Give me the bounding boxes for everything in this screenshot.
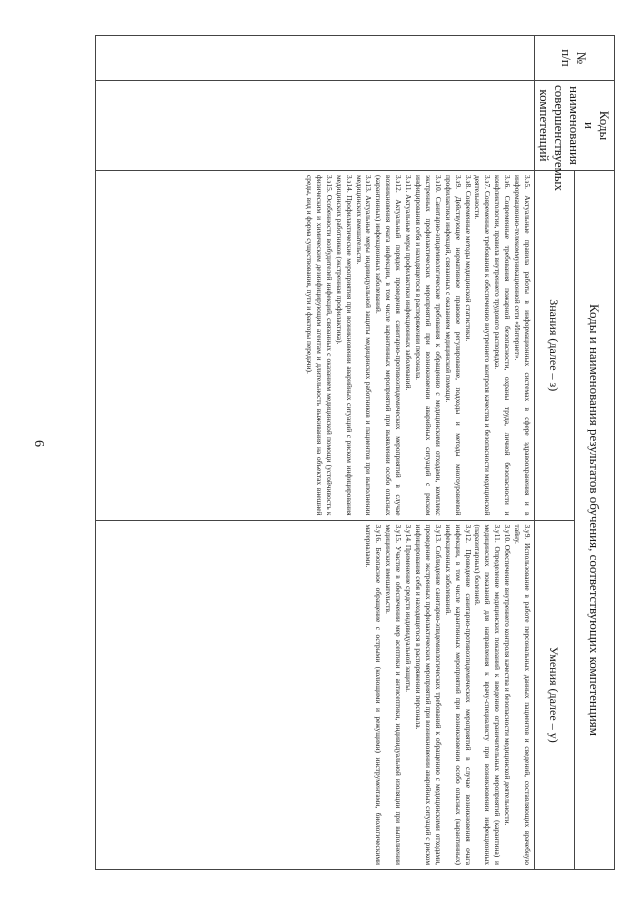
skill-item: 3.у13. Соблюдение санитарно-эпидемиологических требований к обращению с медицинскими отходами, проведение экстренных профилактических мероприятий при возникновении аварийных ситуаций с риском инфицирования себя и находящегося в распоряжении персонала. bbox=[414, 524, 443, 865]
knowledge-item: 3.з15. Особенности возбудителей инфекций, связанных с оказанием медицинской помощи (устойчивость к физическим и химическим дезинфицирующим агентам и длительность выживания на объектах внешней среды, вид и форма существования, пути и факторы передачи). bbox=[305, 175, 334, 516]
header-results: Коды и наименования результатов обучения, соответствующих компетенциям bbox=[575, 171, 615, 870]
skill-item: 3.у14. Применение средств индивидуальной защиты. bbox=[404, 524, 414, 692]
knowledge-item: 3.з10. Санитарно-эпидемиологические требования к обращению с медицинскими отходами, комплекс экстренных профилактических мероприятий при возникновении аварийных ситуаций с риском инфицирования себя и находящегося в распоряжении персонала. bbox=[414, 175, 443, 516]
table-header-row bbox=[575, 36, 615, 870]
header-knowledge: Знания (далее – з) bbox=[535, 171, 575, 521]
skill-item: 3.у11. Определение медицинских показаний к введению ограничительных мероприятий (карантина) и медицинских показаний для направления к врачу-специалисту при возникновении инфекционных (паразитарных) болезней. bbox=[473, 524, 503, 865]
cell-number bbox=[96, 36, 535, 81]
knowledge-item: 3.з12. Актуальный порядок проведения санитарно-противоэпидемических мероприятий в случае возникновения очага инфекции, в том числе карантинных мероприятий при выявлении особо опасных (карантинных) инфекционных заболеваний. bbox=[374, 175, 404, 516]
page-number: 6 bbox=[31, 440, 46, 447]
knowledge-item: 3.з6. Современные требования пожарной безопасности, охраны труда, личной безопасности и конфликтологии, правила внутреннего трудового распорядка. bbox=[493, 175, 513, 516]
table-body-row bbox=[96, 36, 535, 870]
knowledge-cell bbox=[96, 171, 535, 521]
skill-item: 3.у12. Проведение санитарно-противоэпидемических мероприятий в случае возникновения очага инфекции, в том числе карантинных мероприятий при возникновении особо опасных (карантинных) инфекционных заболеваний. bbox=[443, 524, 473, 865]
header-codes: Коды и наименования совершенствуемых компетенций bbox=[535, 81, 615, 171]
skill-item: 3.у9. Использование в работе персональных данных пациентов и сведений, составляющих врачебную тайну. bbox=[513, 524, 532, 865]
skills-cell bbox=[96, 520, 535, 870]
skill-item: 3.у16. Безопасное обращение с острыми (колющими и режущими) инструментами, биологическими материалами. bbox=[364, 524, 384, 865]
skill-item: 3.у10. Обеспечение внутреннего контроля качества и безопасности медицинской деятельности. bbox=[503, 524, 513, 826]
knowledge-item: 3.з8. Современные методы медицинской статистики. bbox=[463, 175, 473, 342]
knowledge-item: 3.з14. Профилактические мероприятия при возникновении аварийных ситуаций с риском инфицирования медицинских работников (экстренная профилактика). bbox=[334, 175, 354, 516]
skill-item: 3.у15. Участие в обеспечении мер асептики и антисептики, индивидуальной изоляции при выполнении медицинских вмешательств. bbox=[384, 524, 404, 865]
knowledge-item: 3.з5. Актуальные правила работы в информационных системах в сфере здравоохранения и в информационно-телекоммуникационной сети «Интернет». bbox=[513, 175, 532, 516]
knowledge-item: 3.з11. Актуальные меры профилактики инфекционных заболеваний. bbox=[404, 175, 414, 391]
knowledge-item: 3.з13. Актуальные меры индивидуальной защиты медицинских работников и пациентов при выполнении медицинских вмешательств. bbox=[354, 175, 374, 516]
competencies-table bbox=[95, 35, 615, 870]
rotated-table-container bbox=[95, 35, 615, 870]
header-number: № п/п bbox=[535, 36, 615, 81]
knowledge-item: 3.з7. Современные требования к обеспечению внутреннего контроля качества и безопасности медицинской деятельности. bbox=[473, 175, 493, 516]
knowledge-item: 3.з9. Действующее нормативное правовое регулирование, подходы и методы многоуровневой профилактики инфекций, связанных с оказанием медицинской помощи. bbox=[443, 175, 463, 516]
header-skills: Умения (далее – у) bbox=[535, 520, 575, 870]
cell-codes bbox=[96, 81, 535, 171]
